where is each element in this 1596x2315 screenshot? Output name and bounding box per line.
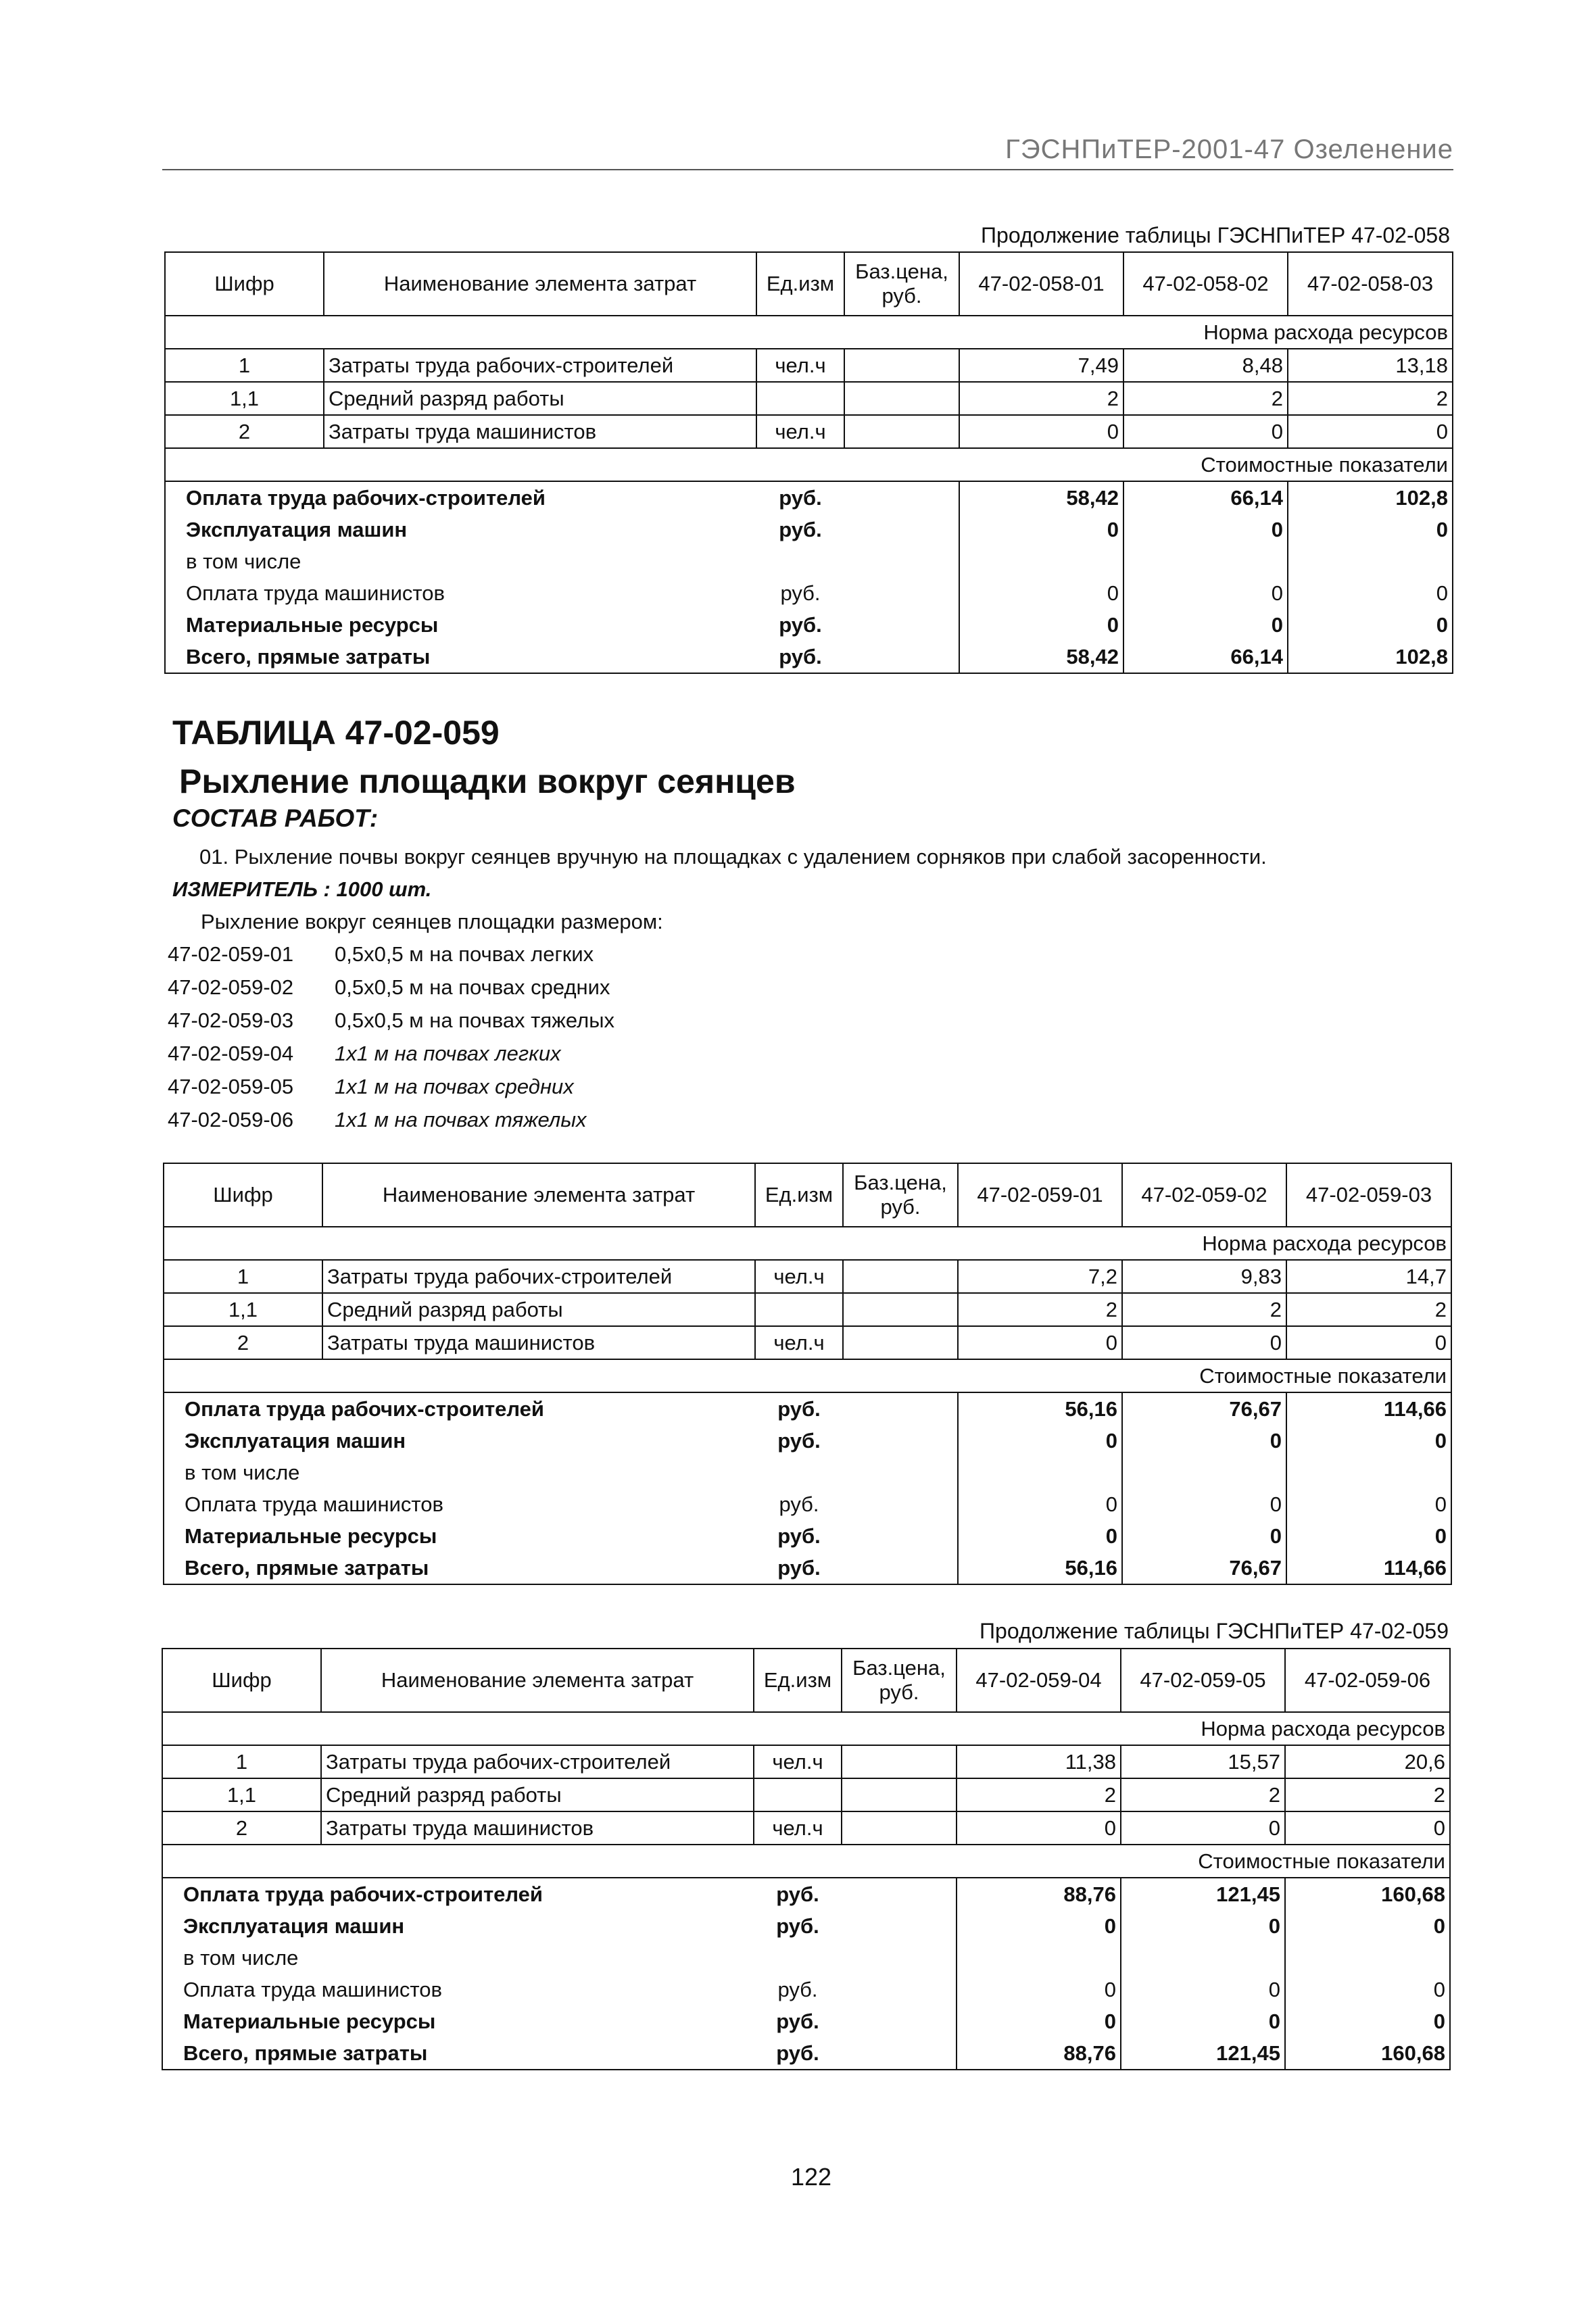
cost-row-value: 56,16: [958, 1392, 1122, 1425]
cost-row-base-price: [843, 1552, 958, 1584]
cost-row-base-price: [842, 1942, 957, 1974]
row-value: 0: [1122, 1326, 1286, 1359]
cost-row-unit: руб.: [754, 1878, 842, 1910]
cost-row-value: [1121, 1942, 1285, 1974]
cost-row-value: 114,66: [1286, 1552, 1451, 1584]
item-description: 0,5х0,5 м на почвах средних: [335, 975, 610, 999]
header-col-code: 47-02-058-03: [1288, 252, 1453, 316]
header-col-code: 47-02-058-02: [1123, 252, 1288, 316]
item-code: 47-02-059-04: [168, 1042, 294, 1065]
cost-row-value: [1285, 1942, 1450, 1974]
header-name: Наименование элемента затрат: [321, 1649, 754, 1712]
cost-row-value: 56,16: [958, 1552, 1122, 1584]
item-code: 47-02-059-05: [168, 1075, 294, 1098]
row-value: 2: [1288, 382, 1453, 415]
cost-row-unit: руб.: [779, 613, 822, 637]
cost-row-name: Эксплуатация машин: [164, 1425, 755, 1457]
cost-row-unit: руб.: [756, 481, 844, 514]
cost-row-value: 0: [957, 1974, 1121, 2005]
header-base-price: Баз.цена, руб.: [844, 252, 959, 316]
cost-row-value: 0: [1122, 1520, 1286, 1552]
norm-band-row: [162, 1712, 1450, 1745]
cost-row-name: Всего, прямые затраты: [162, 2037, 754, 2070]
cost-row-value: 76,67: [1122, 1392, 1286, 1425]
row-name: Затраты труда рабочих-строителей: [324, 349, 756, 382]
cost-row-value: [1288, 545, 1453, 577]
cost-row-value: 102,8: [1288, 641, 1453, 673]
row-value: 2: [958, 1293, 1122, 1326]
row-code: 1,1: [165, 382, 324, 415]
cost-row-unit: руб.: [754, 2037, 842, 2070]
table1: [164, 251, 1453, 674]
row-base-price: [844, 415, 959, 448]
header-col-code: 47-02-059-06: [1285, 1649, 1450, 1712]
cost-row-name: Оплата труда рабочих-строителей: [165, 481, 756, 514]
row-value: 14,7: [1286, 1260, 1451, 1293]
cost-row-value: 0: [958, 1520, 1122, 1552]
row-base-price: [842, 1745, 957, 1778]
row-unit: чел.ч: [754, 1811, 842, 1845]
resource-row: [164, 1293, 1451, 1326]
cost-row-value: 0: [1121, 1910, 1285, 1942]
cost-row: [164, 1552, 1451, 1584]
header-base-price: Баз.цена, руб.: [843, 1163, 958, 1227]
row-name: Затраты труда машинистов: [322, 1326, 755, 1359]
cost-row-value: 160,68: [1285, 1878, 1450, 1910]
row-value: 2: [959, 382, 1123, 415]
item-description: 1х1 м на почвах тяжелых: [335, 1108, 587, 1131]
row-value: 7,49: [959, 349, 1123, 382]
row-name: Затраты труда машинистов: [324, 415, 756, 448]
resource-row: [162, 1745, 1450, 1778]
row-unit: [755, 1293, 843, 1326]
cost-row-name: Материальные ресурсы: [164, 1520, 755, 1552]
row-value: 0: [957, 1811, 1121, 1845]
cost-row-base-price: [843, 1457, 958, 1488]
cost-row-name: Материальные ресурсы: [165, 609, 756, 641]
cost-row-unit: руб.: [779, 518, 822, 541]
row-name: Затраты труда рабочих-строителей: [321, 1745, 754, 1778]
row-base-price: [844, 382, 959, 415]
row-code: 1: [164, 1260, 322, 1293]
row-value: 2: [1122, 1293, 1286, 1326]
row-value: 2: [957, 1778, 1121, 1811]
row-value: 2: [1123, 382, 1288, 415]
row-base-price: [842, 1811, 957, 1845]
cost-row-value: 0: [959, 514, 1123, 545]
cost-row-unit: руб.: [776, 2009, 819, 2033]
cost-row-value: 0: [1285, 2005, 1450, 2037]
row-base-price: [843, 1260, 958, 1293]
row-unit: чел.ч: [754, 1745, 842, 1778]
cost-row-value: [959, 545, 1123, 577]
cost-row-name: Эксплуатация машин: [162, 1910, 754, 1942]
row-unit: [756, 382, 844, 415]
cost-row-value: 0: [1122, 1425, 1286, 1457]
cost-row-base-price: [842, 1878, 957, 1910]
cost-row-value: 0: [1121, 1974, 1285, 2005]
cost-band-row: [162, 1845, 1450, 1878]
header-unit: Ед.изм: [755, 1163, 843, 1227]
cost-row-value: 0: [1286, 1520, 1451, 1552]
cost-row-value: 0: [959, 609, 1123, 641]
row-value: 0: [1286, 1326, 1451, 1359]
work-description: 01. Рыхление почвы вокруг сеянцев вручную на площадках с удалением сорняков при слабой засоренности.: [199, 845, 1267, 869]
norm-band: Норма расхода ресурсов: [164, 1227, 1451, 1260]
cost-row: [164, 1392, 1451, 1425]
cost-row-unit: [754, 1942, 842, 1974]
cost-row-value: 66,14: [1123, 481, 1288, 514]
cost-row: [162, 1974, 1450, 2005]
cost-row-name: Оплата труда машинистов: [165, 577, 756, 609]
cost-row-value: [1122, 1457, 1286, 1488]
cost-row: [165, 481, 1453, 514]
cost-row: [162, 2037, 1450, 2070]
header-col-code: 47-02-059-04: [957, 1649, 1121, 1712]
cost-row-value: 0: [1288, 514, 1453, 545]
row-value: 0: [1123, 415, 1288, 448]
resource-row: [164, 1260, 1451, 1293]
row-value: 0: [1121, 1811, 1285, 1845]
header-name: Наименование элемента затрат: [322, 1163, 755, 1227]
row-code: 1: [165, 349, 324, 382]
cost-row-value: [1286, 1457, 1451, 1488]
cost-row-value: 66,14: [1123, 641, 1288, 673]
cost-band: Стоимостные показатели: [165, 448, 1453, 481]
cost-row-value: 121,45: [1121, 1878, 1285, 1910]
row-value: 7,2: [958, 1260, 1122, 1293]
cost-row-base-price: [842, 2037, 957, 2070]
cost-row-unit: руб.: [780, 581, 821, 605]
cost-band-row: [164, 1359, 1451, 1392]
norm-band-row: [165, 316, 1453, 349]
cost-row-name: в том числе: [165, 545, 756, 577]
header-row: [164, 1163, 1451, 1227]
header-col-code: 47-02-059-05: [1121, 1649, 1285, 1712]
resource-row: [162, 1778, 1450, 1811]
cost-row-value: 121,45: [1121, 2037, 1285, 2070]
cost-row-name: Оплата труда рабочих-строителей: [164, 1392, 755, 1425]
norm-band: Норма расхода ресурсов: [162, 1712, 1450, 1745]
cost-row-value: 114,66: [1286, 1392, 1451, 1425]
running-title: ГЭСНПиТЕР-2001-47 Озеленение: [1005, 135, 1453, 164]
cost-row-value: 0: [957, 1910, 1121, 1942]
row-value: 0: [1285, 1811, 1450, 1845]
row-code: 1: [162, 1745, 321, 1778]
resource-row: [164, 1326, 1451, 1359]
item-description: 1х1 м на почвах средних: [335, 1075, 574, 1098]
header-code: Шифр: [164, 1163, 322, 1227]
cost-row-value: 58,42: [959, 481, 1123, 514]
row-value: 15,57: [1121, 1745, 1285, 1778]
header-col-code: 47-02-059-02: [1122, 1163, 1286, 1227]
cost-row-base-price: [844, 481, 959, 514]
table3: [162, 1648, 1451, 2070]
norm-band: Норма расхода ресурсов: [165, 316, 1453, 349]
row-value: 8,48: [1123, 349, 1288, 382]
row-code: 2: [164, 1326, 322, 1359]
header-col-code: 47-02-058-01: [959, 252, 1123, 316]
cost-row-unit: руб.: [777, 1429, 821, 1453]
cost-row: [165, 514, 1453, 545]
cost-row-value: 0: [1123, 514, 1288, 545]
cost-row-name: Оплата труда машинистов: [164, 1488, 755, 1520]
work-composition-heading: СОСТАВ РАБОТ:: [172, 804, 379, 832]
row-base-price: [844, 349, 959, 382]
cost-row-name: Оплата труда машинистов: [162, 1974, 754, 2005]
cost-row: [162, 1942, 1450, 1974]
table2: [163, 1163, 1452, 1585]
row-name: Затраты труда рабочих-строителей: [322, 1260, 755, 1293]
cost-row: [164, 1457, 1451, 1488]
resource-row: [165, 415, 1453, 448]
cost-row: [165, 609, 1453, 641]
row-name: Средний разряд работы: [324, 382, 756, 415]
cost-row-name: Оплата труда рабочих-строителей: [162, 1878, 754, 1910]
section-subtitle: Рыхление площадки вокруг сеянцев: [179, 762, 796, 800]
section-title: ТАБЛИЦА 47-02-059: [172, 714, 500, 752]
row-unit: чел.ч: [755, 1260, 843, 1293]
item-code: 47-02-059-01: [168, 942, 294, 966]
cost-row-unit: руб.: [777, 1524, 821, 1548]
cost-row: [164, 1488, 1451, 1520]
row-unit: чел.ч: [755, 1326, 843, 1359]
header-unit: Ед.изм: [754, 1649, 842, 1712]
item-description: 1х1 м на почвах легких: [335, 1042, 561, 1065]
item-description: 0,5х0,5 м на почвах тяжелых: [335, 1008, 614, 1032]
cost-row-value: 102,8: [1288, 481, 1453, 514]
row-value: 20,6: [1285, 1745, 1450, 1778]
row-base-price: [843, 1326, 958, 1359]
cost-row-value: 0: [1288, 609, 1453, 641]
measurement-unit: ИЗМЕРИТЕЛЬ : 1000 шт.: [172, 877, 432, 901]
cost-row-name: Всего, прямые затраты: [164, 1552, 755, 1584]
cost-row-value: 88,76: [957, 2037, 1121, 2070]
item-description: 0,5х0,5 м на почвах легких: [335, 942, 594, 966]
table3-caption: Продолжение таблицы ГЭСНПиТЕР 47-02-059: [980, 1619, 1449, 1643]
cost-row-value: [957, 1942, 1121, 1974]
row-base-price: [842, 1778, 957, 1811]
cost-row-value: 0: [957, 2005, 1121, 2037]
item-code: 47-02-059-06: [168, 1108, 294, 1131]
row-value: 2: [1285, 1778, 1450, 1811]
item-code: 47-02-059-03: [168, 1008, 294, 1032]
row-value: 13,18: [1288, 349, 1453, 382]
row-code: 1,1: [164, 1293, 322, 1326]
row-value: 2: [1121, 1778, 1285, 1811]
cost-row-unit: руб.: [755, 1552, 843, 1584]
cost-row-base-price: [844, 641, 959, 673]
cost-row-name: Эксплуатация машин: [165, 514, 756, 545]
cost-row-value: 0: [1288, 577, 1453, 609]
cost-row-unit: [756, 545, 844, 577]
cost-row: [164, 1425, 1451, 1457]
cost-row-value: 0: [959, 577, 1123, 609]
cost-row-name: Всего, прямые затраты: [165, 641, 756, 673]
norm-band-row: [164, 1227, 1451, 1260]
header-row: [165, 252, 1453, 316]
resource-row: [162, 1811, 1450, 1845]
cost-row-value: 0: [958, 1488, 1122, 1520]
resource-row: [165, 382, 1453, 415]
row-value: 11,38: [957, 1745, 1121, 1778]
cost-row-value: 76,67: [1122, 1552, 1286, 1584]
running-header: [162, 135, 1453, 170]
cost-row-name: в том числе: [162, 1942, 754, 1974]
cost-row-unit: [755, 1457, 843, 1488]
cost-row-value: 0: [1123, 577, 1288, 609]
header-code: Шифр: [165, 252, 324, 316]
cost-row-base-price: [844, 514, 959, 545]
cost-row: [165, 577, 1453, 609]
row-name: Средний разряд работы: [322, 1293, 755, 1326]
cost-row-name: Материальные ресурсы: [162, 2005, 754, 2037]
row-value: 9,83: [1122, 1260, 1286, 1293]
table1-caption: Продолжение таблицы ГЭСНПиТЕР 47-02-058: [981, 223, 1450, 247]
row-unit: чел.ч: [756, 415, 844, 448]
items-intro: Рыхление вокруг сеянцев площадки размером:: [201, 910, 663, 933]
cost-band: Стоимостные показатели: [164, 1359, 1451, 1392]
cost-row-value: 160,68: [1285, 2037, 1450, 2070]
header-name: Наименование элемента затрат: [324, 252, 756, 316]
cost-row: [162, 1878, 1450, 1910]
cost-row-unit: руб.: [756, 641, 844, 673]
row-unit: чел.ч: [756, 349, 844, 382]
cost-row-name: в том числе: [164, 1457, 755, 1488]
item-code: 47-02-059-02: [168, 975, 294, 999]
cost-row-base-price: [842, 2005, 957, 2037]
cost-row: [165, 641, 1453, 673]
cost-row-unit: руб.: [776, 1914, 819, 1938]
cost-row-base-price: [844, 609, 959, 641]
cost-band: Стоимостные показатели: [162, 1845, 1450, 1878]
cost-row-base-price: [844, 545, 959, 577]
cost-row-unit: руб.: [779, 1492, 819, 1516]
header-code: Шифр: [162, 1649, 321, 1712]
header-row: [162, 1649, 1450, 1712]
cost-row: [162, 1910, 1450, 1942]
cost-row-base-price: [843, 1392, 958, 1425]
cost-row-value: 0: [1285, 1910, 1450, 1942]
resource-row: [165, 349, 1453, 382]
cost-row-value: [958, 1457, 1122, 1488]
cost-row-unit: руб.: [777, 1978, 818, 2001]
row-value: 2: [1286, 1293, 1451, 1326]
cost-row-value: 88,76: [957, 1878, 1121, 1910]
row-code: 2: [165, 415, 324, 448]
header-col-code: 47-02-059-01: [958, 1163, 1122, 1227]
cost-row-base-price: [843, 1488, 958, 1520]
cost-row-value: 0: [1286, 1488, 1451, 1520]
row-value: 0: [958, 1326, 1122, 1359]
cost-row-value: 0: [1286, 1425, 1451, 1457]
row-code: 1,1: [162, 1778, 321, 1811]
cost-row-base-price: [842, 1974, 957, 2005]
cost-row-base-price: [843, 1425, 958, 1457]
cost-row-value: 0: [1122, 1488, 1286, 1520]
cost-row: [162, 2005, 1450, 2037]
cost-row-base-price: [843, 1520, 958, 1552]
cost-row-value: 0: [1121, 2005, 1285, 2037]
row-unit: [754, 1778, 842, 1811]
cost-row: [164, 1520, 1451, 1552]
cost-row-value: [1123, 545, 1288, 577]
row-name: Средний разряд работы: [321, 1778, 754, 1811]
cost-row-base-price: [844, 577, 959, 609]
row-name: Затраты труда машинистов: [321, 1811, 754, 1845]
page-number: 122: [790, 2163, 832, 2191]
cost-band-row: [165, 448, 1453, 481]
header-col-code: 47-02-059-03: [1286, 1163, 1451, 1227]
cost-row-value: 0: [958, 1425, 1122, 1457]
header-unit: Ед.изм: [756, 252, 844, 316]
cost-row-value: 58,42: [959, 641, 1123, 673]
row-code: 2: [162, 1811, 321, 1845]
row-value: 0: [959, 415, 1123, 448]
row-base-price: [843, 1293, 958, 1326]
header-base-price: Баз.цена, руб.: [842, 1649, 957, 1712]
cost-row-value: 0: [1285, 1974, 1450, 2005]
cost-row-base-price: [842, 1910, 957, 1942]
cost-row: [165, 545, 1453, 577]
cost-row-unit: руб.: [755, 1392, 843, 1425]
row-value: 0: [1288, 415, 1453, 448]
cost-row-value: 0: [1123, 609, 1288, 641]
